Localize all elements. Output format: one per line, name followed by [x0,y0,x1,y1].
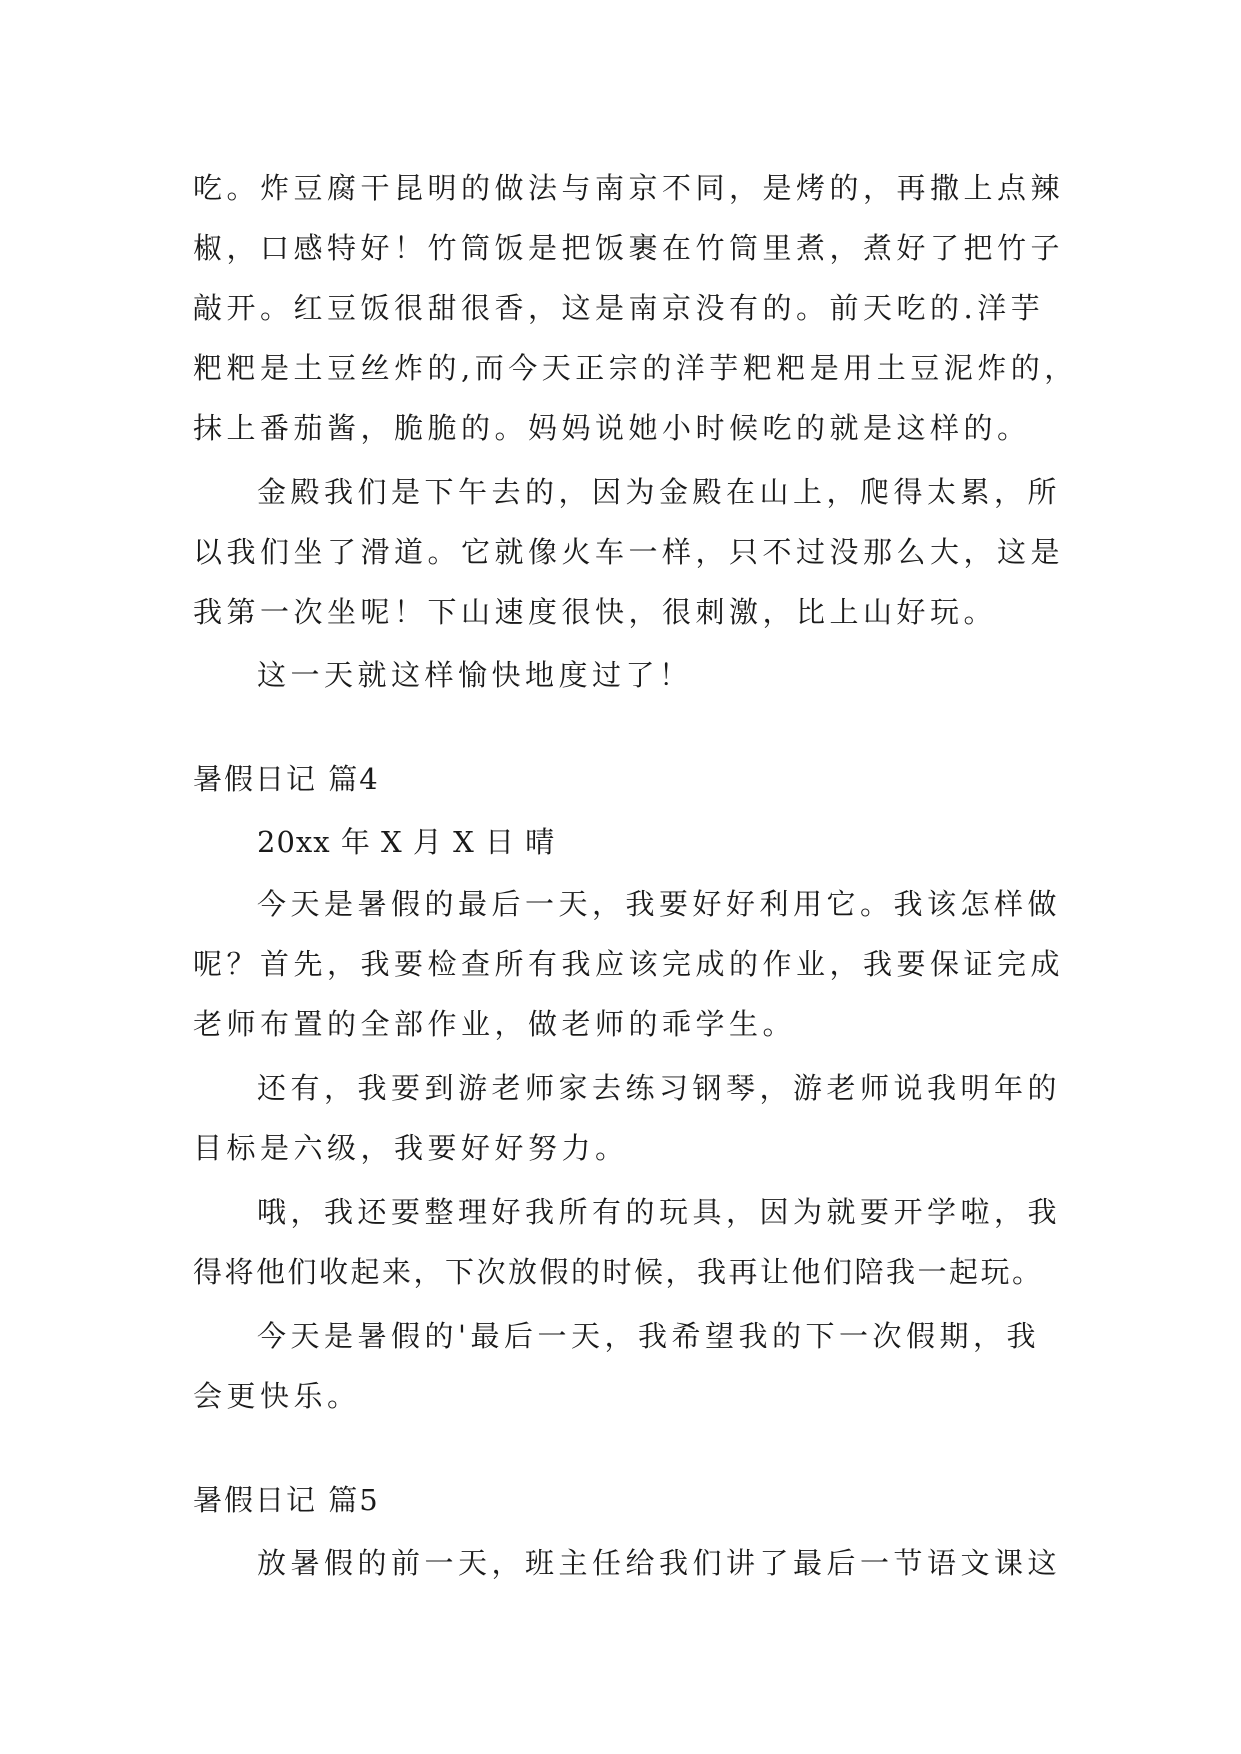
paragraph-line: 得将他们收起来，下次放假的时候，我再让他们陪我一起玩。 [193,1255,1044,1289]
paragraph-line: 还有，我要到游老师家去练习钢琴，游老师说我明年的 [257,1071,1062,1105]
paragraph-line: 这一天就这样愉快地度过了！ [257,658,693,692]
paragraph-line: 敲开。红豆饭很甜很香，这是南京没有的。前天吃的.洋芋 [193,291,1045,325]
paragraph-line: 呢？首先，我要检查所有我应该完成的作业，我要保证完成 [193,947,1065,981]
paragraph-line: 今天是暑假的最后一天，我要好好利用它。我该怎样做 [257,887,1062,921]
paragraph-line: 吃。炸豆腐干昆明的做法与南京不同，是烤的，再撒上点辣 [193,171,1065,205]
paragraph-line: 哦，我还要整理好我所有的玩具，因为就要开学啦，我 [257,1195,1062,1229]
entry-title: 暑假日记 篇4 [193,762,380,796]
entry-title: 暑假日记 篇5 [193,1483,380,1517]
paragraph-line: 抹上番茄酱，脆脆的。妈妈说她小时候吃的就是这样的。 [193,411,1031,445]
paragraph-line: 金殿我们是下午去的，因为金殿在山上，爬得太累，所 [257,475,1062,509]
paragraph-line: 老师布置的全部作业，做老师的乖学生。 [193,1007,797,1041]
paragraph-line: 目标是六级，我要好好努力。 [193,1131,629,1165]
paragraph-line: 以我们坐了滑道。它就像火车一样，只不过没那么大，这是 [193,535,1065,569]
paragraph-line: 今天是暑假的'最后一天，我希望我的下一次假期，我 [257,1319,1040,1353]
paragraph-line: 会更快乐。 [193,1379,361,1413]
paragraph-line: 粑粑是土豆丝炸的,而今天正宗的洋芋粑粑是用土豆泥炸的， [193,351,1078,385]
paragraph-line: 椒，口感特好！竹筒饭是把饭裹在竹筒里煮，煮好了把竹子 [193,231,1065,265]
date-line: 20xx 年 X 月 X 日 晴 [257,825,556,859]
paragraph-line: 放暑假的前一天，班主任给我们讲了最后一节语文课这 [257,1546,1062,1580]
paragraph-line: 我第一次坐呢！下山速度很快，很刺激，比上山好玩。 [193,595,998,629]
